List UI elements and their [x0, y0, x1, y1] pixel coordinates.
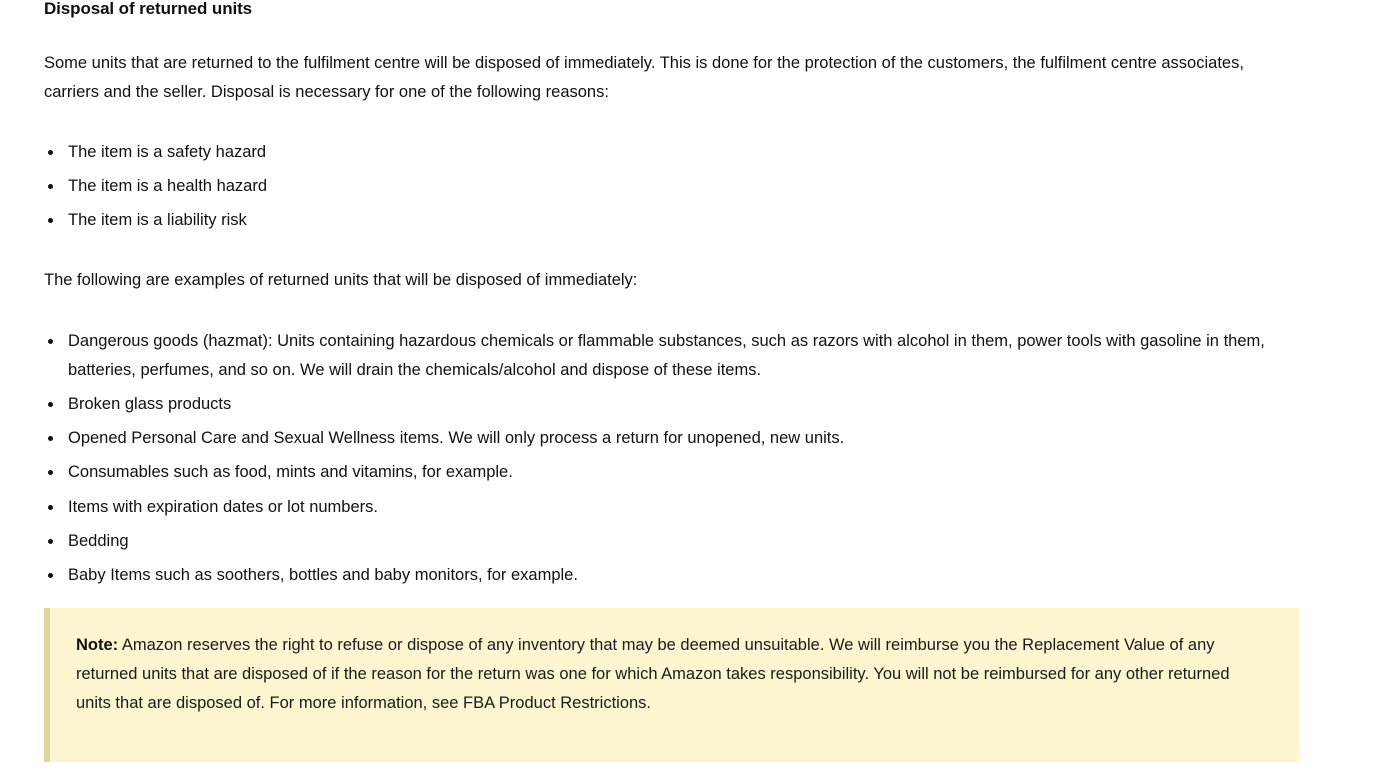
page-title: Disposal of returned units	[44, 0, 253, 18]
list-item: Consumables such as food, mints and vitamins, for example.	[44, 458, 1289, 487]
list-item: The item is a liability risk	[44, 206, 1289, 235]
intro-paragraph: Some units that are returned to the fulfilment centre will be disposed of immediately. This is done for the protection of the customers, the fulfilment centre associates, carriers and the seller. Disposal is necessary for one of the following reasons:	[44, 54, 1244, 101]
list-item: Baby Items such as soothers, bottles and baby monitors, for example.	[44, 561, 1289, 590]
list-item: Items with expiration dates or lot numbers.	[44, 493, 1289, 522]
list-item: Broken glass products	[44, 390, 1289, 419]
disposal-reasons-list	[44, 138, 1289, 241]
note-body: Amazon reserves the right to refuse or dispose of any inventory that may be deemed unsuitable. We will reimburse you the Replacement Value of any returned units that are disposed of if the reason for the return was one for which Amazon takes responsibility. You will not be reimbursed for any other returned units that are disposed of. For more information, see FBA Product Restrictions.	[76, 636, 1230, 712]
examples-lead-in: The following are examples of returned units that will be disposed of immediately:	[44, 271, 638, 289]
note-callout	[44, 608, 1299, 762]
note-label: Note:	[76, 636, 119, 654]
list-item: Bedding	[44, 527, 1289, 556]
list-item: Opened Personal Care and Sexual Wellness items. We will only process a return for unopened, new units.	[44, 424, 1289, 453]
disposal-examples-list	[44, 327, 1289, 595]
note-text	[76, 631, 1241, 718]
list-item: The item is a health hazard	[44, 172, 1289, 201]
list-item: Dangerous goods (hazmat): Units containing hazardous chemicals or flammable substances, such as razors with alcohol in them, power tools with gasoline in them, batteries, perfumes, and so on. We will drain the chemicals/alcohol and dispose of these items.	[44, 327, 1289, 384]
list-item: The item is a safety hazard	[44, 138, 1289, 167]
